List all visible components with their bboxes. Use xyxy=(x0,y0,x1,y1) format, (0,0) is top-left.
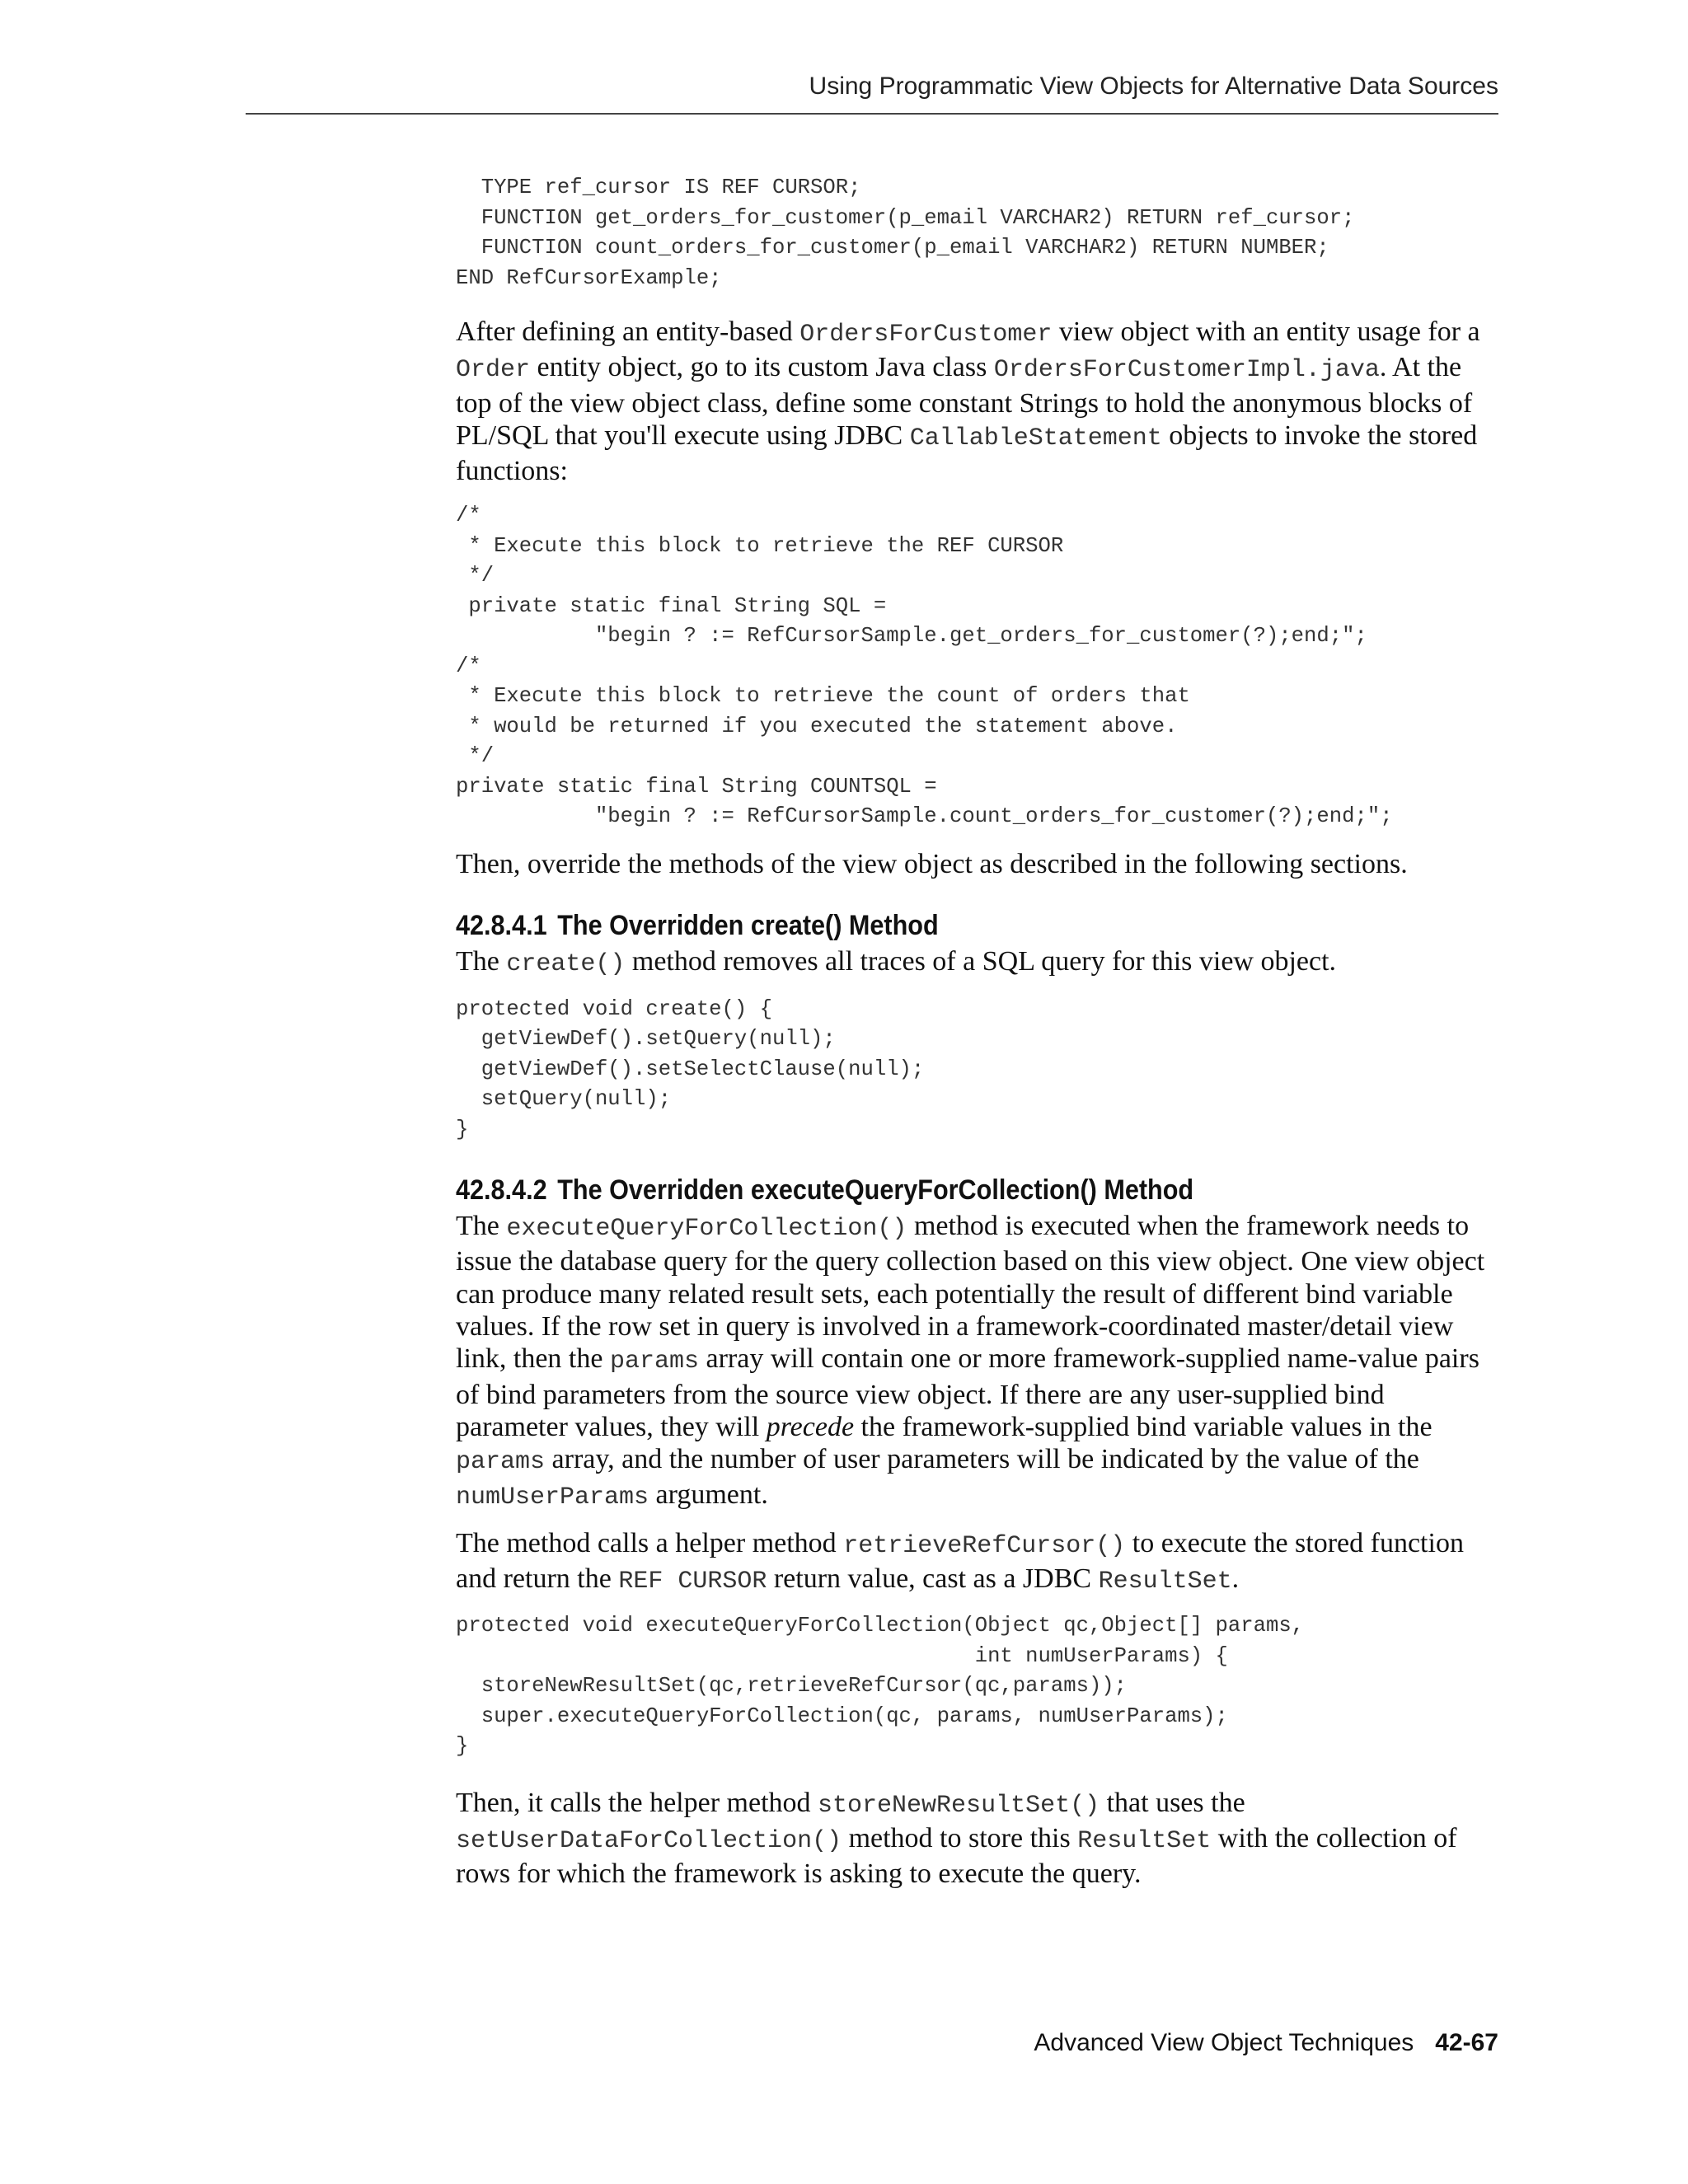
text-run: . xyxy=(1231,1563,1240,1595)
code-block-package-spec: TYPE ref_cursor IS REF CURSOR; FUNCTION get_orders_for_customer(p_email VARCHAR2) RETURN ref_cursor; FUNCTION count_orders_for_customer(p_email VARCHAR2) RETURN NUMBER; END RefCursorExample; xyxy=(456,176,1355,290)
text-run: array, and the number of user parameters will be indicated by the value of the xyxy=(545,1444,1419,1475)
paragraph-create xyxy=(456,945,1498,981)
text-run: with the collection of rows for which the framework is asking to execute the query. xyxy=(456,1823,1457,1890)
section-number: 42.8.4.1 xyxy=(456,910,547,942)
running-footer xyxy=(1034,2029,1498,2057)
text-run: to execute the stored function and return the xyxy=(456,1527,1464,1595)
code-run: retrieveRefCursor() xyxy=(843,1531,1126,1560)
code-run: ResultSet xyxy=(1077,1827,1212,1856)
section-heading-create xyxy=(456,909,1395,942)
text-run: objects to invoke the stored functions: xyxy=(456,419,1478,487)
code-run: REF CURSOR xyxy=(618,1568,767,1596)
text-run: Then, it calls the helper method xyxy=(456,1787,818,1818)
code-block-constants: /* * Execute this block to retrieve the REF CURSOR */ private static final String SQL = "begin ? := RefCursorSample.get_orders_for_customer(?);end;"; /* * Execute this block to retrieve the count of orders that * would be returned if you executed the statement above. */ private static final String COUNTSQL = "begin ? := RefCursorSample.count_orders_for_customer(?);end;"; xyxy=(456,504,1393,829)
code-run: Order xyxy=(456,356,531,385)
paragraph-execute-description xyxy=(456,1210,1498,1515)
header-rule xyxy=(246,113,1498,115)
paragraph-store-result-set xyxy=(456,1787,1498,1891)
section-number: 42.8.4.2 xyxy=(456,1174,547,1207)
text-run: the framework-supplied bind variable values in the xyxy=(854,1411,1432,1442)
text-run: array will contain one or more framework-supplied name-value pairs of bind parameters from the source view object. If there are any user-supplied bind parameter values, they will xyxy=(456,1343,1479,1442)
text-run: argument. xyxy=(649,1479,768,1511)
code-run: OrdersForCustomerImpl.java xyxy=(993,356,1380,385)
section-title: The Overridden executeQueryForCollection() Method xyxy=(557,1174,1194,1207)
code-run: CallableStatement xyxy=(909,424,1162,452)
paragraph-override: Then, override the methods of the view object as described in the following sections. xyxy=(456,848,1408,879)
text-run: view object with an entity usage for a xyxy=(1052,316,1480,347)
text-run: that uses the xyxy=(1100,1787,1245,1818)
text-run: method to store this xyxy=(842,1823,1078,1854)
section-title: The Overridden create() Method xyxy=(557,910,939,942)
page-content xyxy=(456,173,1498,1891)
code-run: executeQueryForCollection() xyxy=(506,1215,907,1244)
text-run: After defining an entity-based xyxy=(456,316,800,347)
paragraph-intro xyxy=(456,316,1498,487)
paragraph-helper-method xyxy=(456,1527,1498,1599)
code-run: params xyxy=(609,1347,699,1376)
text-run: return value, cast as a JDBC xyxy=(767,1563,1099,1595)
code-run: ResultSet xyxy=(1098,1568,1232,1596)
code-run: create() xyxy=(506,950,626,979)
footer-chapter-title: Advanced View Object Techniques xyxy=(1034,2029,1414,2056)
running-header: Using Programmatic View Objects for Alternative Data Sources xyxy=(809,73,1498,100)
code-block-execute-method: protected void executeQueryForCollection(Object qc,Object[] params, int numUserParams) { storeNewResultSet(qc,retrieveRefCursor(qc,params)); super.executeQueryForCollection(qc, params, numUserParams); } xyxy=(456,1614,1305,1759)
code-run: setUserDataForCollection() xyxy=(456,1827,842,1856)
code-run: OrdersForCustomer xyxy=(799,321,1053,349)
code-block-create-method: protected void create() { getViewDef().setQuery(null); getViewDef().setSelectClause(null); setQuery(null); } xyxy=(456,996,925,1141)
code-run: storeNewResultSet() xyxy=(818,1791,1100,1820)
text-run: . At the top of the view object class, define some constant Strings to hold the anonymous blocks of PL/SQL that you'll execute using JDBC xyxy=(456,352,1473,451)
code-run: numUserParams xyxy=(456,1483,649,1512)
text-run: method is executed when the framework needs to issue the database query for the query collection based on this view object. One view object can produce many related result sets, each potentially the result of different bind variable values. If the row set in query is involved in a framework-coordinated master/detail view link, then the xyxy=(456,1211,1485,1375)
page-number: 42-67 xyxy=(1435,2029,1498,2056)
text-run: The xyxy=(456,946,507,977)
emphasis-run: precede xyxy=(766,1411,855,1442)
code-run: params xyxy=(456,1448,546,1477)
text-run: entity object, go to its custom Java class xyxy=(530,352,994,383)
text-run: method removes all traces of a SQL query for this view object. xyxy=(625,946,1337,977)
text-run: The xyxy=(456,1211,507,1242)
section-heading-execute xyxy=(456,1174,1395,1207)
text-run: The method calls a helper method xyxy=(456,1527,844,1558)
